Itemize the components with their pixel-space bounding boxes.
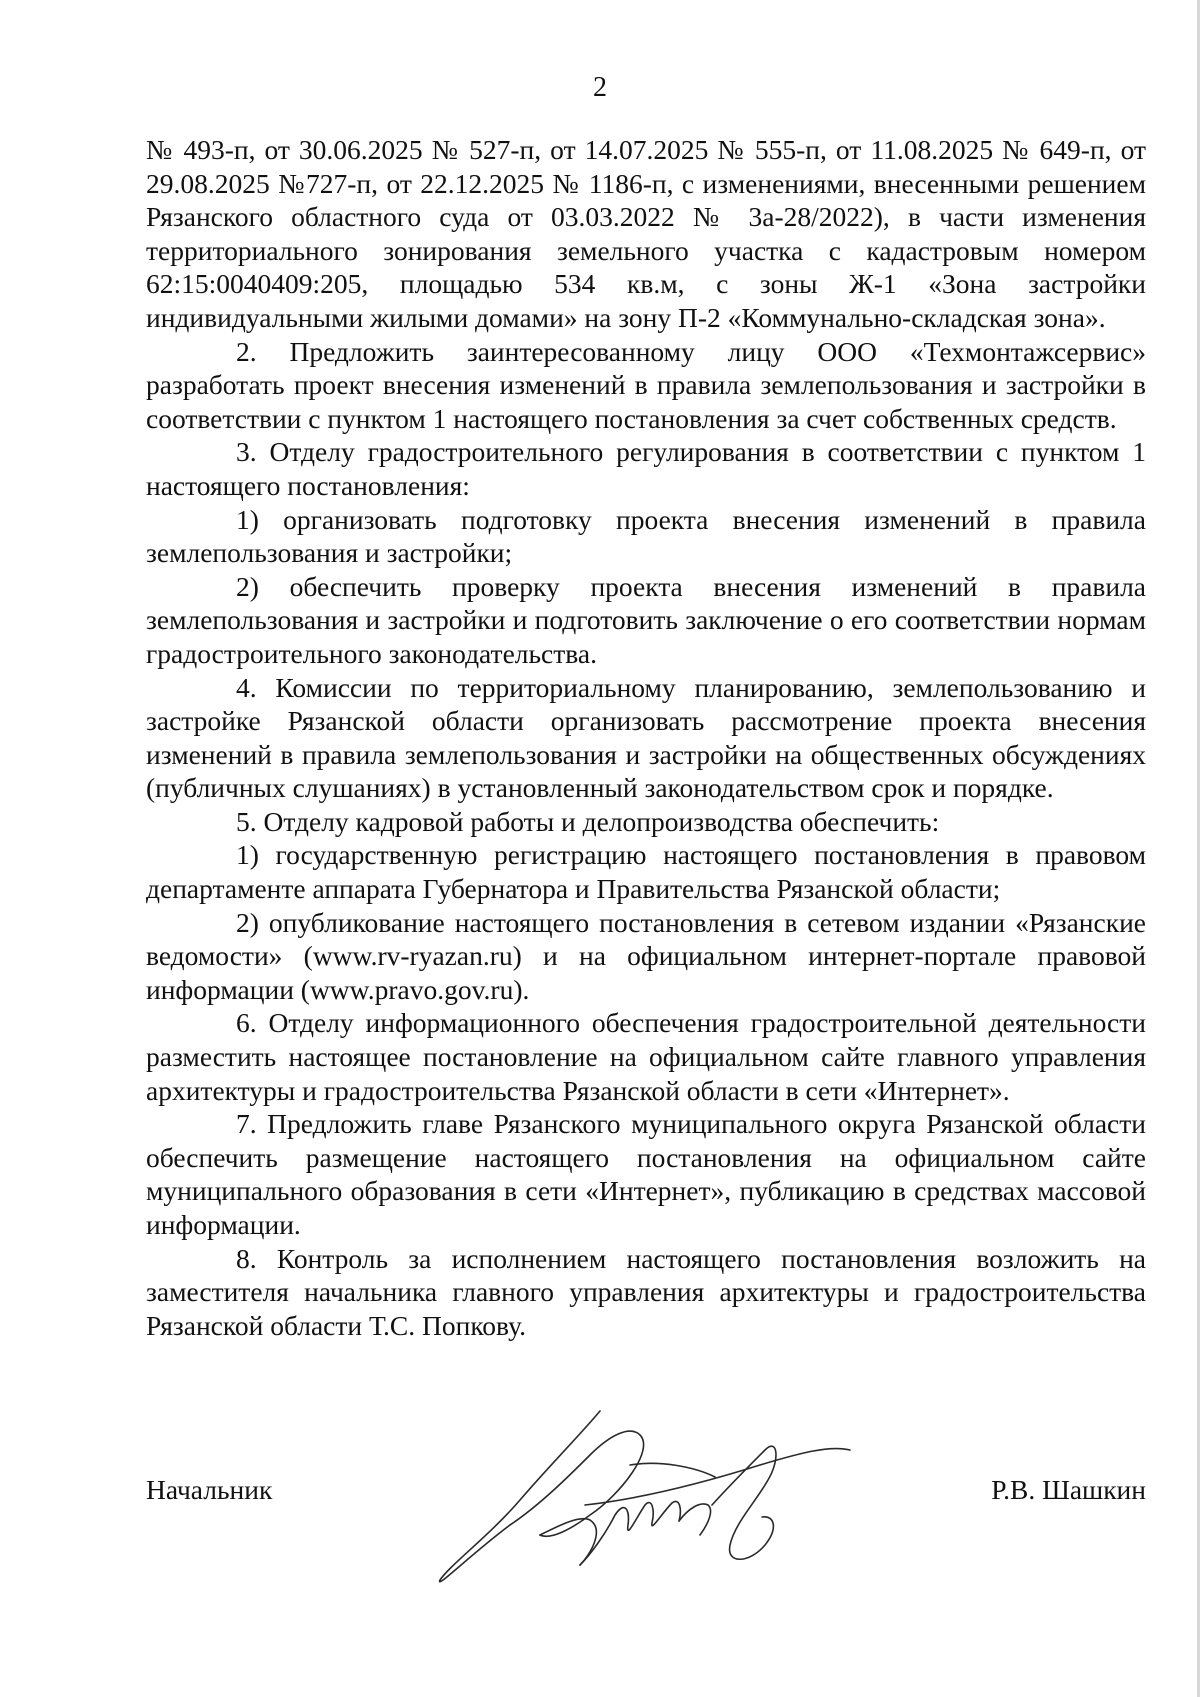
document-body: [146, 133, 1146, 1342]
handwritten-signature: [430, 1405, 890, 1605]
paragraph-continuation: № 493-п, от 30.06.2025 № 527-п, от 14.07.2025 № 555-п, от 11.08.2025 № 649-п, от 29.08.2025 №727-п, от 22.12.2025 № 1186-п, с изменениями, внесенными решением Рязанского областного суда от 03.03.2022 № 3а-28/2022), в части изменения территориального зонирования земельного участка с кадастровым номером 62:15:0040409:205, площадью 534 кв.м, с зоны Ж-1 «Зона застройки индивидуальными жилыми домами» на зону П-2 «Коммунально-складская зона».: [146, 134, 1146, 333]
paragraph-item-5-1: 1) государственную регистрацию настоящего постановления в правовом департаменте аппарата Губернатора и Правительства Рязанской области;: [146, 839, 1146, 905]
paragraph-item-3-1: 1) организовать подготовку проекта внесения изменений в правила землепользования и застройки;: [146, 503, 1146, 569]
paragraph-item-8: 8. Контроль за исполнением настоящего постановления возложить на заместителя начальника главного управления архитектуры и градостроительства Рязанской области Т.С. Попкову.: [146, 1242, 1146, 1341]
paragraph-item-2: 2. Предложить заинтересованному лицу ООО «Техмонтажсервис» разработать проект внесения изменений в правила землепользования и застройки в соответствии с пунктом 1 настоящего постановления за счет собственных средств.: [146, 335, 1146, 434]
signatory-name: Р.В. Шашкин: [991, 1474, 1146, 1505]
page-number: 2: [593, 72, 607, 103]
paragraph-item-5: 5. Отделу кадровой работы и делопроизводства обеспечить:: [236, 805, 940, 837]
paragraph-item-3-2: 2) обеспечить проверку проекта внесения изменений в правила землепользования и застройки и подготовить заключение о его соответствии нормам градостроительного законодательства.: [146, 570, 1146, 669]
paragraph-item-4: 4. Комиссии по территориальному планированию, землепользованию и застройке Рязанской области организовать рассмотрение проекта внесения изменений в правила землепользования и застройки на общественных обсуждениях (публичных слушаниях) в установленный законодательством срок и порядке.: [146, 671, 1146, 804]
paragraph-item-7: 7. Предложить главе Рязанского муниципального округа Рязанской области обеспечить размещение настоящего постановления на официальном сайте муниципального образования в сети «Интернет», публикацию в средствах массовой информации.: [146, 1108, 1146, 1240]
paragraph-item-3: 3. Отделу градостроительного регулирования в соответствии с пунктом 1 настоящего постановления:: [146, 436, 1146, 501]
signatory-position: Начальник: [146, 1474, 273, 1505]
paragraph-item-6: 6. Отделу информационного обеспечения градостроительной деятельности разместить настоящее постановление на официальном сайте главного управления архитектуры и градостроительства Рязанской области в сети «Интернет».: [146, 1007, 1146, 1106]
paragraph-item-5-2: 2) опубликование настоящего постановления в сетевом издании «Рязанские ведомости» (www.rv-ryazan.ru) и на официальном интернет-портале правовой информации (www.pravo.gov.ru).: [146, 906, 1146, 1005]
